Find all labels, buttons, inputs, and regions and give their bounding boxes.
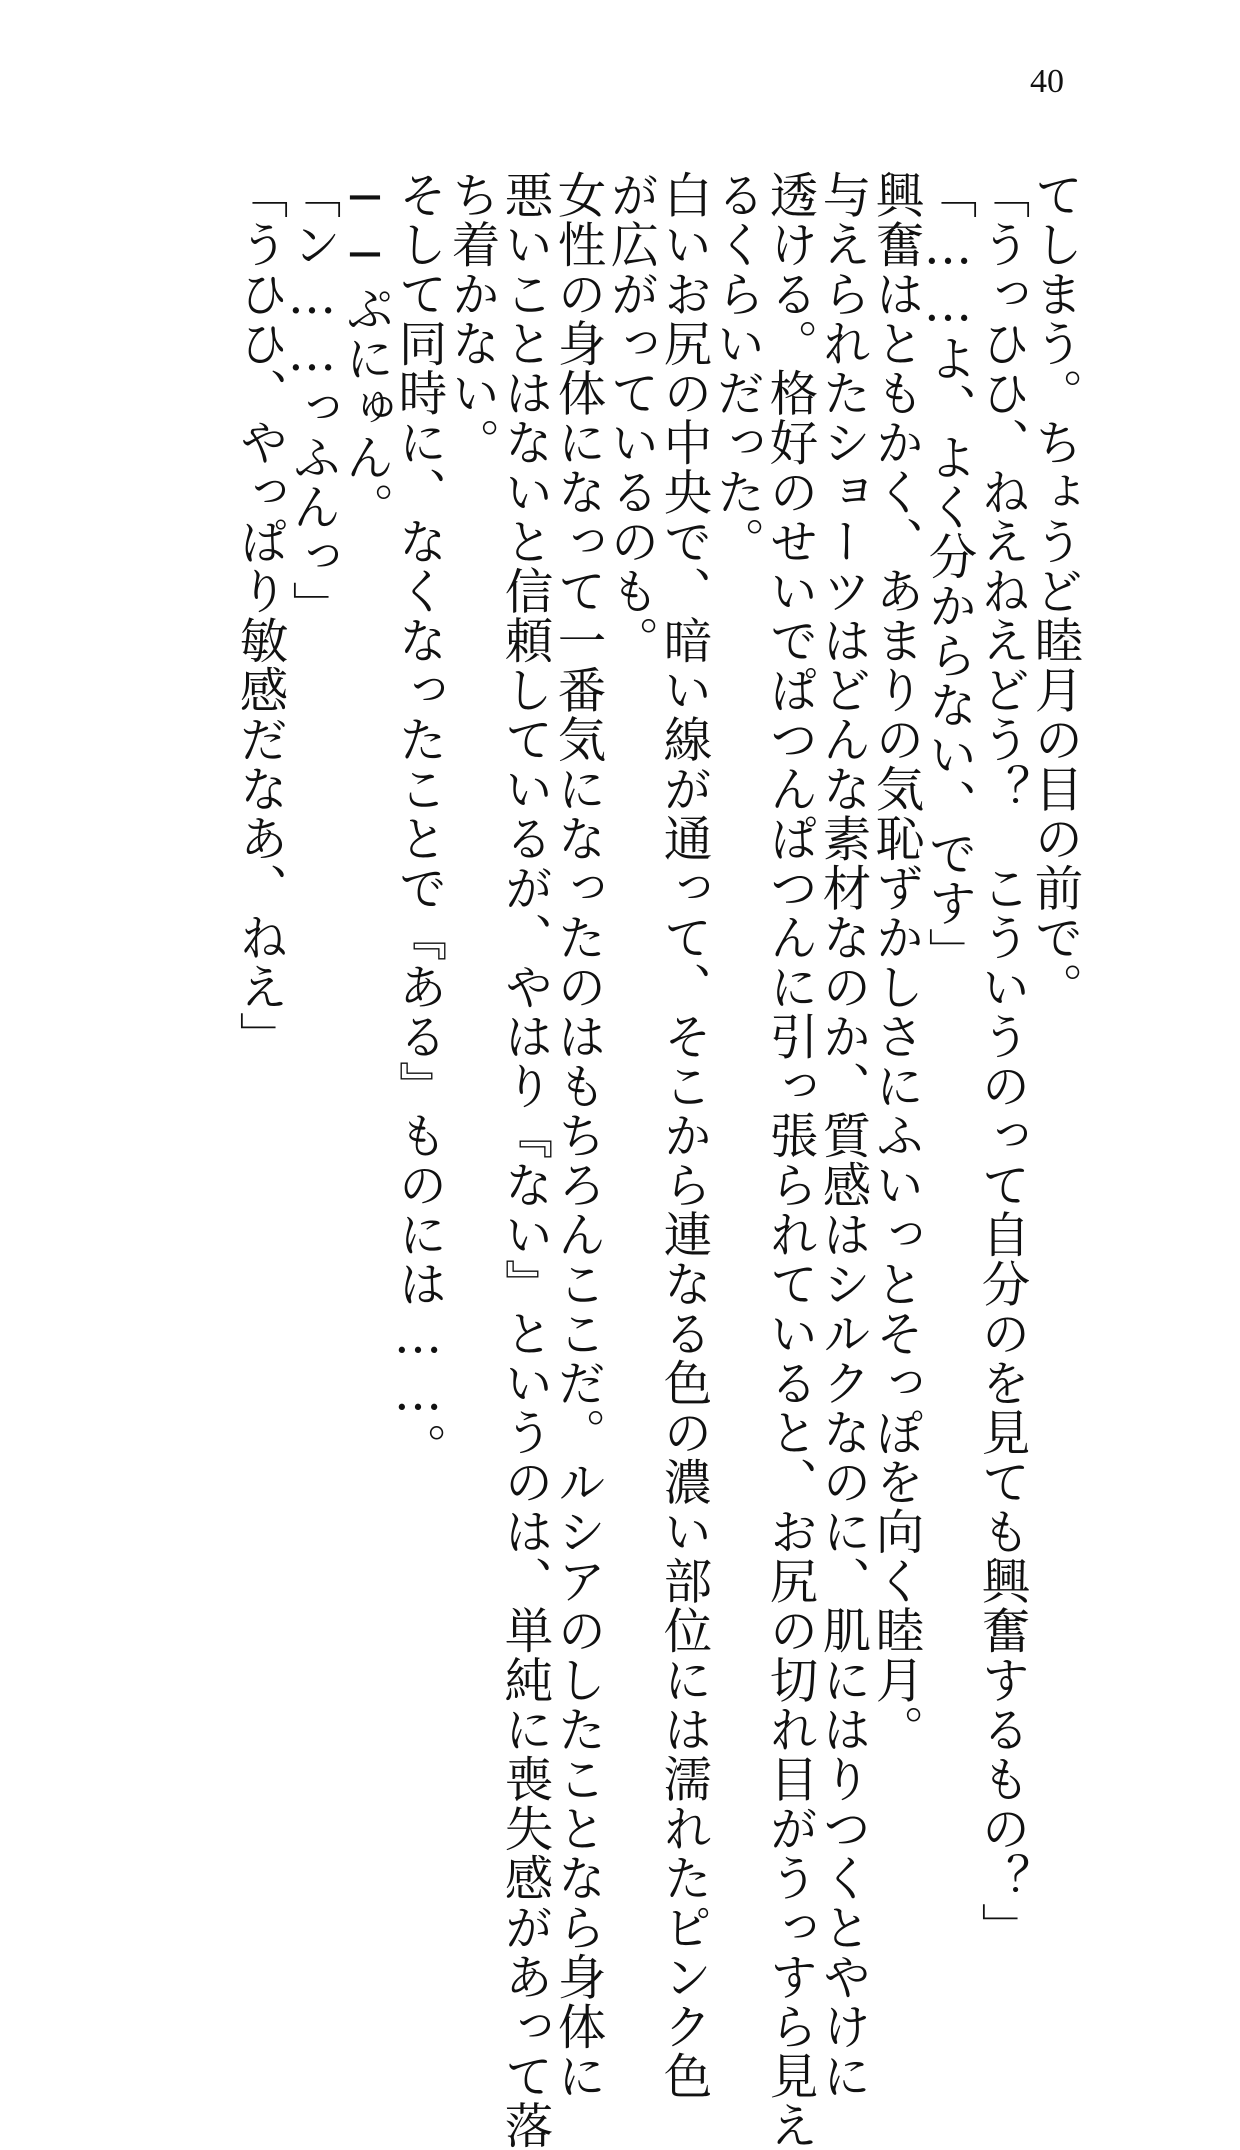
text-line: 「うっひひ、ねえねえどう？ こういうのって自分のを見ても興奮するもの？」 — [973, 170, 1029, 1952]
text-line: 悪いことはないと信頼しているが、やはり『ない』というのは、単純に喪失感があって落 — [496, 170, 552, 2150]
text-line: 「……よ、よく分からない、です」 — [920, 170, 976, 977]
text-line: 与えられたショーツはどんな素材なのか、質感はシルクなのに、肌にはりつくとやけに — [814, 170, 870, 2101]
page-number: 40 — [1030, 63, 1064, 100]
text-line: るくらいだった。 — [708, 170, 764, 566]
vertical-text-body — [231, 170, 1082, 2150]
text-line: 透ける。格好のせいでぱつんぱつんに引っ張られていると、お尻の切れ目がうっすら見え — [761, 170, 817, 2150]
text-line: 「うひひ、やっぱり敏感だなあ、ねえ」 — [231, 170, 287, 1061]
text-line: 「ン……っふんっ」 — [284, 170, 340, 631]
text-line: 白いお尻の中央で、暗い線が通って、そこから連なる色の濃い部位には濡れたピンク色 — [655, 170, 711, 2101]
text-line: 女性の身体になって一番気になったのはもちろんここだ。ルシアのしたことなら身体に — [549, 170, 605, 2101]
text-line: てしまう。ちょうど睦月の目の前で。 — [1026, 170, 1082, 1012]
text-line: そして同時に、なくなったことで『ある』ものには……。 — [390, 170, 446, 1472]
text-line: が広がっているのも。 — [602, 170, 658, 665]
text-line: 興奮はともかく、あまりの気恥ずかしさにふいっとそっぽを向く睦月。 — [867, 170, 923, 1754]
text-line: ち着かない。 — [443, 170, 499, 467]
text-line: ──ぷにゅん。 — [337, 170, 393, 532]
